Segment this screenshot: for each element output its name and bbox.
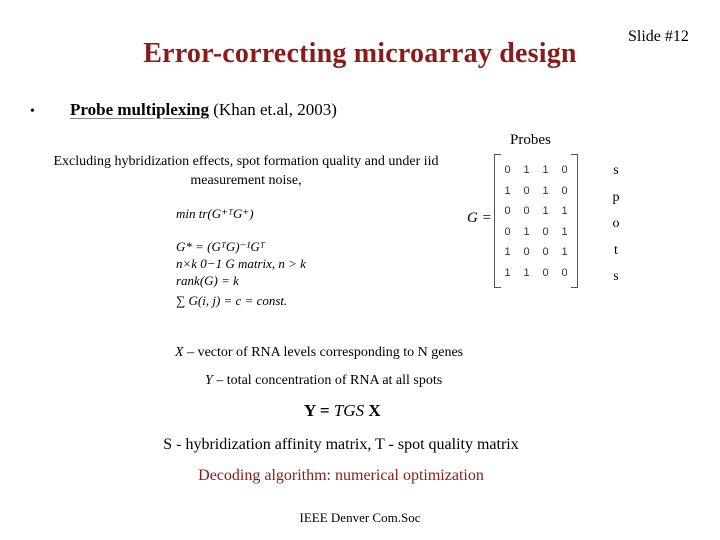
matrix-definitions: S - hybridization affinity matrix, T - spot quality matrix [163,436,519,453]
equation-right: X [364,401,381,420]
matrix-cell: 0 [504,225,511,238]
y-description: – total concentration of RNA at all spots [212,373,443,388]
exclusion-text: Excluding hybridization effects, spot formation quality and under iid measurement noise, [53,154,439,188]
matrix-cell: 0 [504,205,511,218]
matrix-cell: 1 [561,225,568,238]
equation-left: Y = [304,401,334,420]
matrix-row [498,242,574,263]
formula-rank: rank(G) = k [176,273,239,288]
x-vector-definition [175,345,463,361]
matrix-cell: 1 [523,225,530,238]
matrix-cell: 0 [504,164,511,177]
main-equation [304,401,381,421]
matrix-cell: 0 [542,266,549,279]
footer-text: IEEE Denver Com.Soc [299,510,421,525]
y-symbol: Y [205,373,213,388]
matrix-cell: 1 [542,205,549,218]
bullet-marker: • [30,104,35,119]
formula-sum: ∑ G(i, j) = c = const. [176,293,288,308]
matrix-table [498,160,574,283]
matrix-cell: 0 [523,205,530,218]
x-symbol: X [175,345,184,360]
matrix-cell: 0 [542,246,549,259]
matrix-row [498,181,574,202]
matrix-cell: 0 [561,164,568,177]
matrix-g-label: G = [467,210,492,226]
g-matrix [494,154,578,288]
matrix-cell: 1 [561,205,568,218]
bullet-bold-text: Probe multiplexing [70,100,209,119]
slide-number: Slide #12 [628,28,689,45]
matrix-row [498,263,574,284]
matrix-row [498,222,574,243]
decoding-algorithm-text: Decoding algorithm: numerical optimization [198,467,484,484]
equation-middle: TGS [333,401,365,420]
bullet-text [70,100,337,120]
formula-matrix-def: n×k 0−1 G matrix, n > k [176,256,306,271]
spots-letter: s [613,269,619,284]
y-vector-definition [205,373,442,389]
matrix-row [498,160,574,181]
matrix-cell: 0 [523,184,530,197]
matrix-cell: 0 [561,266,568,279]
formula-min-trace: min tr(G⁺ᵀG⁺) [176,206,254,221]
probes-label: Probes [510,132,551,148]
matrix-cell: 0 [561,184,568,197]
matrix-cell: 1 [504,184,511,197]
matrix-cell: 0 [523,246,530,259]
matrix-cell: 1 [542,164,549,177]
matrix-cell: 1 [504,246,511,259]
matrix-cell: 1 [523,164,530,177]
spots-letter: o [612,216,620,231]
spots-letter: p [612,189,620,205]
spots-vertical-label [606,158,626,291]
x-description: – vector of RNA levels corresponding to N genes [183,345,464,360]
matrix-cell: 1 [504,266,511,279]
matrix-row [498,201,574,222]
matrix-cell: 0 [542,225,549,238]
formula-pseudoinverse: G* = (GᵀG)⁻¹Gᵀ [176,239,265,254]
slide-title: Error-correcting microarray design [143,38,577,69]
spots-letter: s [613,163,619,178]
matrix-cell: 1 [523,266,530,279]
spots-letter: t [614,242,618,258]
formula-block [176,205,306,309]
matrix-cell: 1 [561,246,568,259]
matrix-cell: 1 [542,184,549,197]
bullet-citation: (Khan et.al, 2003) [209,100,337,119]
